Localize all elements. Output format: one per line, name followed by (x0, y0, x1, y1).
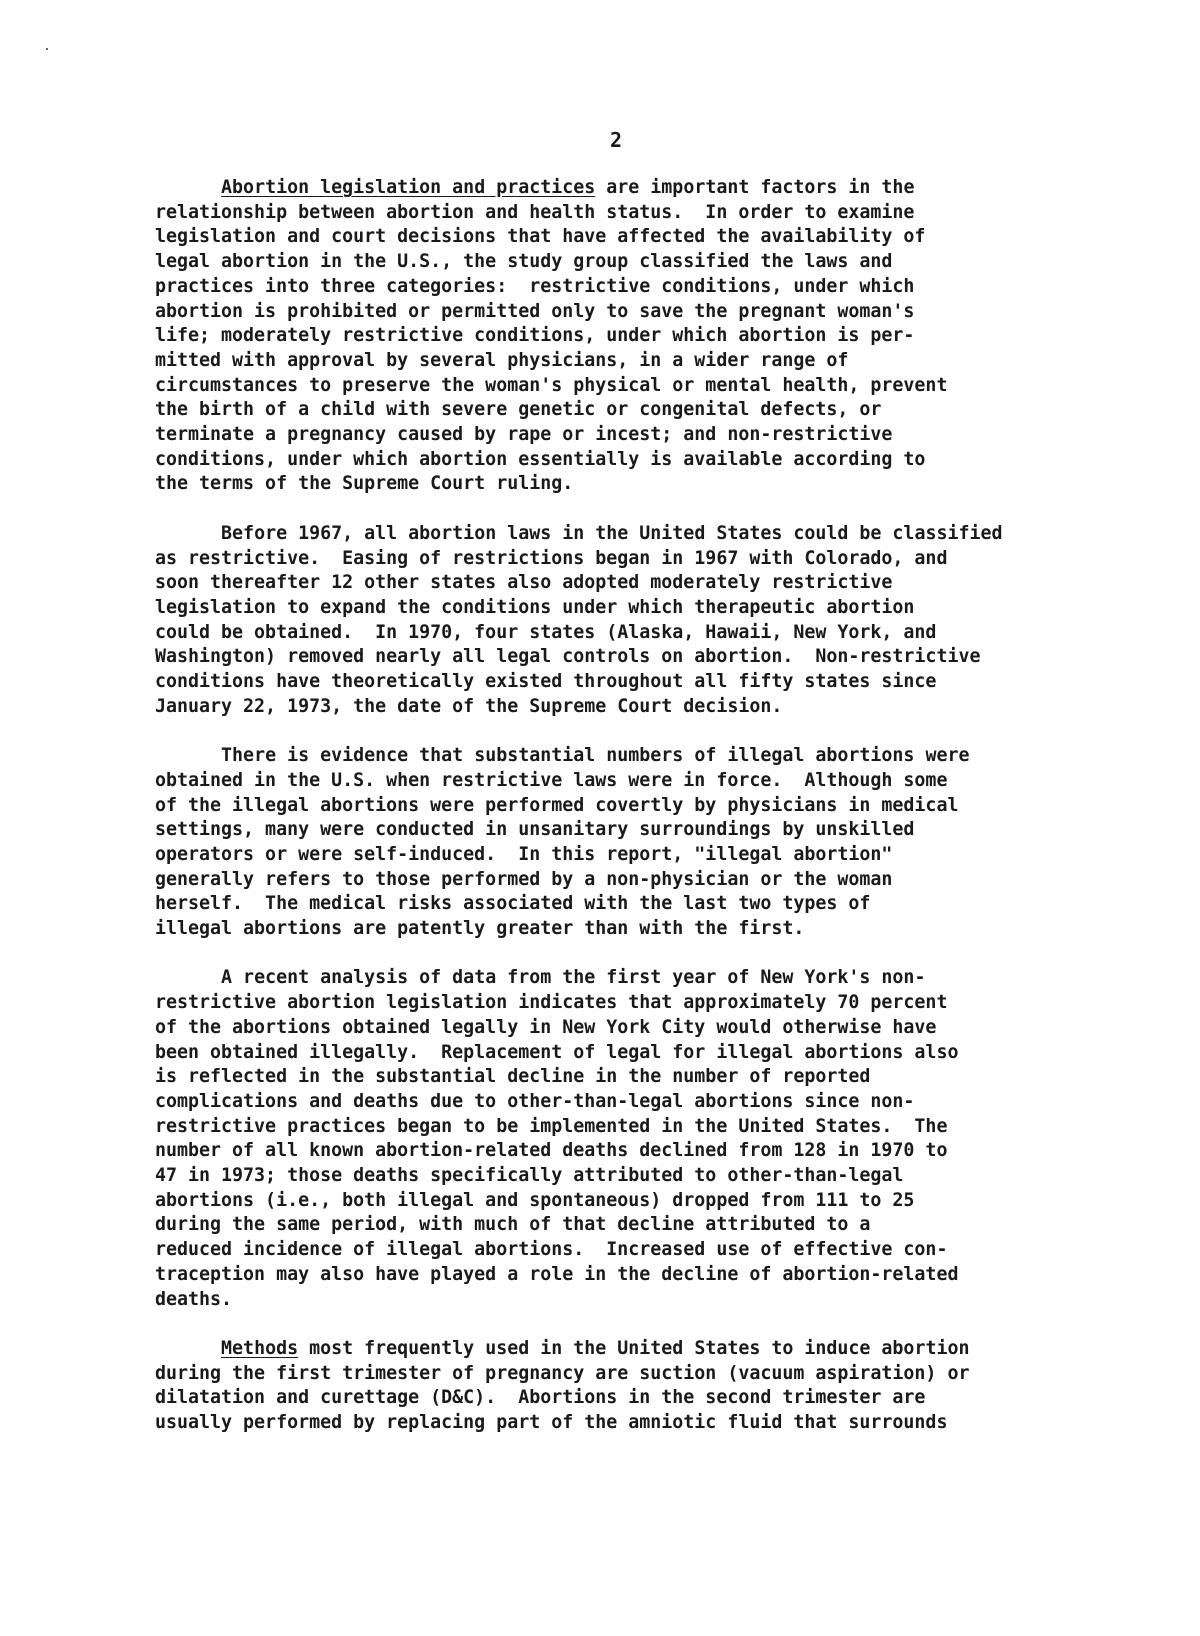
text-line (155, 1041, 1155, 1066)
text-run: circumstances to preserve the woman's physical or mental health, prevent (155, 374, 948, 396)
text-line (155, 448, 1155, 473)
text-run: 47 in 1973; those deaths specifically attributed to other-than-legal (155, 1165, 904, 1187)
text-line (155, 250, 1155, 275)
text-run: is reflected in the substantial decline in the number of reported (155, 1066, 871, 1088)
text-run: obtained in the U.S. when restrictive laws were in force. Although some (155, 769, 948, 791)
text-line (155, 596, 1155, 621)
underlined-heading: Abortion legislation and practices (221, 177, 596, 198)
text-line (155, 794, 1155, 819)
text-run: usually performed by replacing part of the amniotic fluid that surrounds (155, 1412, 948, 1434)
text-run: legal abortion in the U.S., the study group classified the laws and (155, 251, 893, 273)
text-run: during the same period, with much of that decline attributed to a (155, 1214, 871, 1236)
text-run: complications and deaths due to other-than-legal abortions since non- (155, 1090, 915, 1112)
text-line (155, 547, 1155, 572)
text-line (155, 571, 1155, 596)
text-line (155, 1016, 1155, 1041)
paragraph (155, 1337, 1155, 1436)
text-run: legislation to expand the conditions under which therapeutic abortion (155, 596, 915, 618)
text-line (155, 275, 1155, 300)
text-run: A recent analysis of data from the first year of New York's non- (221, 967, 926, 989)
text-line (155, 176, 1155, 201)
text-run: legislation and court decisions that have affected the availability of (155, 226, 926, 248)
text-run: practices into three categories: restrictive conditions, under which (155, 275, 915, 297)
text-line (155, 868, 1155, 893)
text-line (155, 324, 1155, 349)
text-line (155, 695, 1155, 720)
page-number: 2 (609, 128, 623, 152)
text-line (155, 744, 1155, 769)
text-run: relationship between abortion and health status. In order to examine (155, 201, 915, 223)
paragraph (155, 966, 1155, 1312)
text-run: are important factors in the (595, 177, 915, 198)
text-line (155, 1164, 1155, 1189)
text-run: There is evidence that substantial numbers of illegal abortions were (221, 745, 970, 767)
text-run: herself. The medical risks associated with the last two types of (155, 893, 871, 915)
text-run: operators or were self-induced. In this report, "illegal abortion" (155, 843, 893, 865)
text-line (155, 1386, 1155, 1411)
text-run: could be obtained. In 1970, four states (Alaska, Hawaii, New York, and (155, 621, 937, 643)
text-run: most frequently used in the United States to induce abortion (298, 1337, 970, 1359)
text-line (155, 522, 1155, 547)
text-run: illegal abortions are patently greater than with the first. (155, 918, 805, 940)
text-run: the terms of the Supreme Court ruling. (155, 473, 574, 495)
body-text (155, 176, 1155, 1460)
text-line (155, 472, 1155, 497)
text-run: traception may also have played a role in the decline of abortion-related (155, 1263, 959, 1285)
text-run: settings, many were conducted in unsanitary surroundings by unskilled (155, 819, 915, 841)
text-line (155, 374, 1155, 399)
text-line (155, 1263, 1155, 1288)
text-run: life; moderately restrictive conditions, under which abortion is per- (155, 325, 915, 347)
text-line (155, 818, 1155, 843)
text-run: restrictive abortion legislation indicates that approximately 70 percent (155, 992, 948, 1014)
text-run: reduced incidence of illegal abortions. Increased use of effective con- (155, 1239, 948, 1261)
text-line (155, 917, 1155, 942)
text-run: dilatation and curettage (D&C). Abortions in the second trimester are (155, 1387, 926, 1409)
text-line (155, 991, 1155, 1016)
text-run: during the first trimester of pregnancy are suction (vacuum aspiration) or (155, 1362, 970, 1384)
paragraph (155, 522, 1155, 720)
text-line (155, 225, 1155, 250)
text-run: as restrictive. Easing of restrictions began in 1967 with Colorado, and (155, 547, 948, 569)
text-line (155, 201, 1155, 226)
text-line (155, 1411, 1155, 1436)
underlined-heading: Methods (221, 1337, 299, 1359)
text-line (155, 621, 1155, 646)
text-run: number of all known abortion-related deaths declined from 128 in 1970 to (155, 1140, 948, 1162)
text-line (155, 1337, 1155, 1362)
text-line (155, 398, 1155, 423)
text-run: conditions, under which abortion essentially is available according to (155, 448, 926, 470)
text-line (155, 1065, 1155, 1090)
text-run: deaths. (155, 1288, 233, 1310)
text-line (155, 892, 1155, 917)
text-run: soon thereafter 12 other states also adopted moderately restrictive (155, 572, 893, 594)
text-run: Washington) removed nearly all legal controls on abortion. Non-restrictive (155, 646, 981, 668)
text-line (155, 1362, 1155, 1387)
text-line (155, 1189, 1155, 1214)
text-run: January 22, 1973, the date of the Supreme Court decision. (155, 695, 783, 717)
paragraph (155, 176, 1155, 497)
text-line (155, 300, 1155, 325)
text-run: mitted with approval by several physicians, in a wider range of (155, 349, 849, 371)
text-line (155, 1238, 1155, 1263)
text-run: the birth of a child with severe genetic or congenital defects, or (155, 399, 882, 421)
text-run: restrictive practices began to be implemented in the United States. The (155, 1115, 948, 1137)
text-line (155, 843, 1155, 868)
text-run: been obtained illegally. Replacement of legal for illegal abortions also (155, 1041, 959, 1063)
text-line (155, 423, 1155, 448)
text-run: of the abortions obtained legally in New York City would otherwise have (155, 1016, 937, 1038)
scan-speck (46, 48, 48, 50)
text-line (155, 349, 1155, 374)
text-run: conditions have theoretically existed throughout all fifty states since (155, 671, 937, 693)
text-line (155, 769, 1155, 794)
text-run: abortion is prohibited or permitted only to save the pregnant woman's (155, 300, 915, 322)
text-line (155, 645, 1155, 670)
text-line (155, 1115, 1155, 1140)
text-line (155, 1090, 1155, 1115)
text-line (155, 670, 1155, 695)
text-run: Before 1967, all abortion laws in the United States could be classified (221, 522, 1003, 544)
text-line (155, 966, 1155, 991)
text-line (155, 1288, 1155, 1313)
text-run: generally refers to those performed by a non-physician or the woman (155, 868, 893, 890)
paragraph (155, 744, 1155, 942)
text-run: abortions (i.e., both illegal and spontaneous) dropped from 111 to 25 (155, 1189, 915, 1211)
text-line (155, 1213, 1155, 1238)
text-line (155, 1139, 1155, 1164)
text-run: of the illegal abortions were performed covertly by physicians in medical (155, 794, 959, 816)
text-run: terminate a pregnancy caused by rape or incest; and non-restrictive (155, 424, 893, 446)
